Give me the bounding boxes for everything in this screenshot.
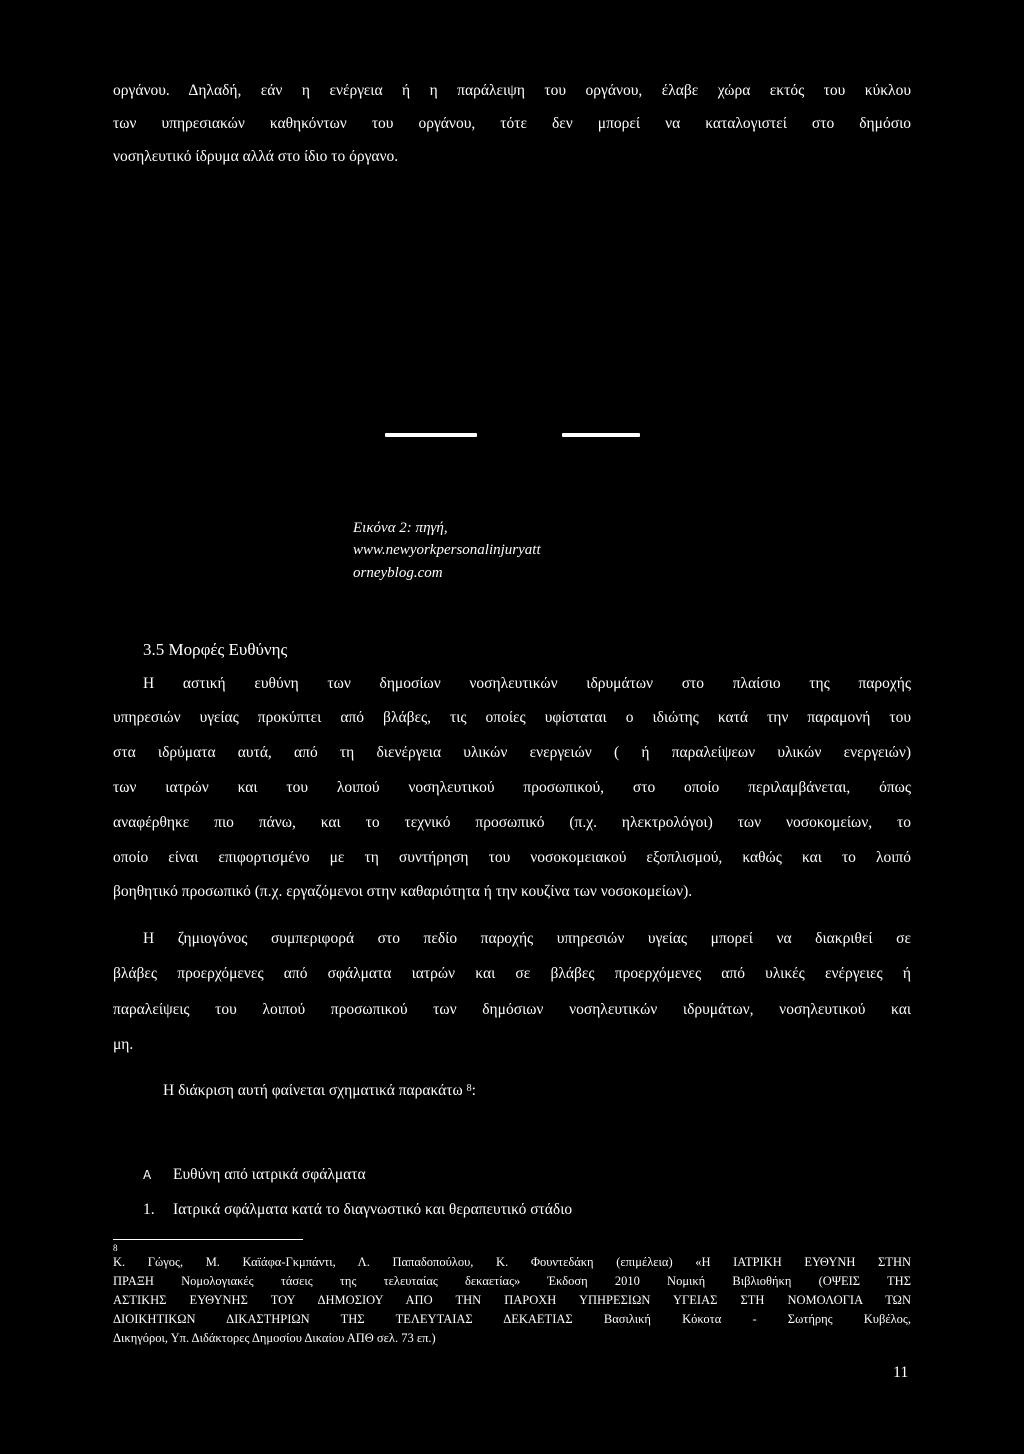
para2-line-1: Η ζημιογόνος συμπεριφορά στο πεδίο παροχής υπηρεσιών υγείας μπορεί να διακριθεί σε: [143, 930, 911, 947]
page-number: 11: [893, 1364, 909, 1381]
list-item-a: Ευθύνη από ιατρικά σφάλματα: [173, 1166, 366, 1183]
footnote-rule: [113, 1239, 303, 1240]
para3: [163, 1081, 863, 1101]
intro-line-2: των υπηρεσιακών καθηκόντων του οργάνου, τότε δεν μπορεί να καταλογιστεί στο δημόσιο: [113, 115, 911, 132]
figure-stroke-left: [385, 433, 477, 437]
para3-tail: :: [471, 1082, 476, 1099]
figure-caption-line-2: www.newyorkpersonalinjuryatt: [353, 542, 541, 558]
intro-line-3: νοσηλευτικό ίδρυμα αλλά στο ίδιο το όργανο.: [113, 148, 399, 165]
figure-caption-line-1: Εικόνα 2: πηγή,: [353, 520, 448, 536]
para1-line-6: οποίο είναι επιφορτισμένο με τη συντήρηση του νοσοκομειακού εξοπλισμού, καθώς και το λοιπό: [113, 849, 911, 866]
list-marker-a: Α: [143, 1168, 152, 1182]
figure-stroke-right: [562, 433, 640, 437]
footnote-line-2: ΠΡΑΞΗ Νομολογιακές τάσεις της τελευταίας δεκαετίας» Έκδοση 2010 Νομική Βιβλιοθήκη (ΟΨΕΙΣ ΤΗΣ: [113, 1274, 911, 1288]
footnote-line-1: Κ. Γώγος, Μ. Καϊάφα-Γκμπάντι, Λ. Παπαδοπούλου, Κ. Φουντεδάκη (επιμέλεια) «Η ΙΑΤΡΙΚΗ ΕΥΘΥΝΗ ΣΤΗΝ: [113, 1255, 911, 1269]
footnote-line-3: ΑΣΤΙΚΗΣ ΕΥΘΥΝΗΣ ΤΟΥ ΔΗΜΟΣΙΟΥ ΑΠΟ ΤΗΝ ΠΑΡΟΧΗ ΥΠΗΡΕΣΙΩΝ ΥΓΕΙΑΣ ΣΤΗ ΝΟΜΟΛΟΓΙΑ ΤΩΝ: [113, 1293, 911, 1307]
para1-line-2: υπηρεσιών υγείας προκύπτει από βλάβες, τις οποίες υφίσταται ο ιδιώτης κατά την παραμονή του: [113, 709, 911, 726]
footnote-line-4: ΔΙΟΙΚΗΤΙΚΩΝ ΔΙΚΑΣΤΗΡΙΩΝ ΤΗΣ ΤΕΛΕΥΤΑΙΑΣ ΔΕΚΑΕΤΙΑΣ Βασιλική Κόκοτα - Σωτήρης Κυβέλος,: [113, 1312, 911, 1326]
para2-line-2: βλάβες προερχόμενες από σφάλματα ιατρών και σε βλάβες προερχόμενες από υλικές ενέργειες ή: [113, 965, 911, 982]
figure-caption-line-3: orneyblog.com: [353, 565, 443, 581]
para2-line-3: παραλείψεις του λοιπού προσωπικού των δημόσιων νοσηλευτικών ιδρυμάτων, νοσηλευτικού και: [113, 1001, 911, 1018]
para1-line-4: των ιατρών και του λοιπού νοσηλευτικού προσωπικού, στο οποίο περιλαμβάνεται, όπως: [113, 779, 911, 796]
list-item-1: Ιατρικά σφάλματα κατά το διαγνωστικό και θεραπευτικό στάδιο: [173, 1201, 573, 1218]
para1-line-1: Η αστική ευθύνη των δημοσίων νοσηλευτικών ιδρυμάτων στο πλαίσιο της παροχής: [143, 675, 911, 692]
para3-text: Η διάκριση αυτή φαίνεται σχηματικά παρακάτω: [163, 1082, 463, 1099]
para1-line-5: αναφέρθηκε πιο πάνω, και το τεχνικό προσωπικό (π.χ. ηλεκτρολόγοι) των νοσοκομείων, το: [113, 814, 911, 831]
footnote-marker: 8: [113, 1243, 118, 1253]
section-heading: 3.5 Μορφές Ευθύνης: [143, 640, 288, 659]
footnote-ref: 8: [466, 1083, 472, 1094]
intro-line-1: οργάνου. Δηλαδή, εάν η ενέργεια ή η παράλειψη του οργάνου, έλαβε χώρα εκτός του κύκλου: [113, 82, 911, 99]
para1-line-7: βοηθητικό προσωπικό (π.χ. εργαζόμενοι στην καθαριότητα ή την κουζίνα των νοσοκομείων).: [113, 883, 693, 900]
para2-line-4: μη.: [113, 1036, 134, 1053]
footnote-line-5: Δικηγόροι, Υπ. Διδάκτορες Δημοσίου Δικαίου ΑΠΘ σελ. 73 επ.): [113, 1331, 436, 1345]
para1-line-3: στα ιδρύματα αυτά, από τη διενέργεια υλικών ενεργειών ( ή παραλείψεων υλικών ενεργειών): [113, 744, 911, 761]
list-marker-1: 1.: [143, 1201, 155, 1218]
